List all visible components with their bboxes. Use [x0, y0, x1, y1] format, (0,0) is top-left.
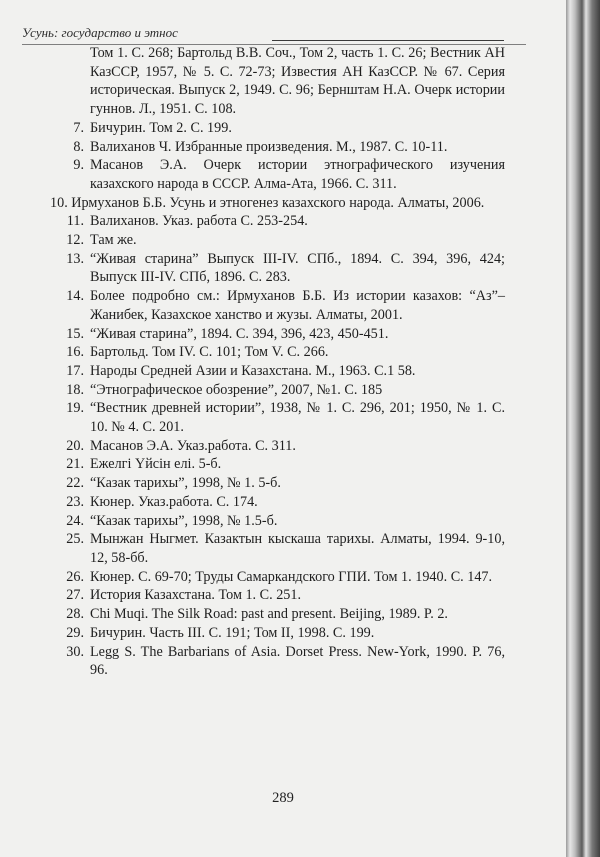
endnote-number: 16. [66, 344, 84, 361]
endnote-item [50, 325, 505, 344]
endnote-number: 22. [66, 475, 84, 492]
endnote-text: Там же. [90, 232, 137, 249]
endnote-number: 24. [66, 512, 84, 529]
endnote-number: 18. [66, 381, 84, 398]
endnote-text: “Вестник древней истории”, 1938, № 1. С. 296, 201; 1950, № 1. С. 10. № 4. С. 201. [90, 400, 505, 436]
endnote-text: Народы Средней Азии и Казахстана. М., 1963. С.1 58. [90, 362, 416, 379]
endnote-item [50, 568, 505, 587]
endnote-text: Кюнер. С. 69-70; Труды Самаркандского ГПИ. Том 1. 1940. С. 147. [90, 568, 493, 585]
running-head: Усунь: государство и этнос [22, 25, 178, 40]
endnote-number: 13. [66, 250, 84, 267]
endnote-number: 25. [66, 531, 84, 548]
endnote-item [50, 343, 505, 362]
book-spine-shadow [566, 0, 600, 857]
endnote-item [50, 212, 505, 231]
header-rule-thick [272, 40, 504, 41]
page-number: 289 [272, 790, 294, 806]
endnote-item [50, 287, 505, 324]
endnote-number: 12. [66, 232, 84, 249]
endnote-text: Бартольд. Том IV. С. 101; Том V. С. 266. [90, 344, 329, 361]
endnote-text: “Живая старина”, 1894. С. 394, 396, 423, 450-451. [90, 325, 389, 342]
endnote-item [50, 156, 505, 193]
endnote-text: Более подробно см.: Ирмуханов Б.Б. Из истории казахов: “Аз”– Жанибек, Казахское ханство и жузы. Алматы, 2001. [90, 288, 505, 323]
endnote-text: Кюнер. Указ.работа. С. 174. [90, 493, 258, 510]
endnote-item [50, 586, 505, 605]
endnote-number: 26. [66, 568, 84, 585]
endnote-number: 20. [66, 437, 84, 454]
endnote-item [50, 362, 505, 381]
endnote-text: Масанов Э.А. Очерк истории этнографического изучения казахского народа в СССР. Алма-Ата, 1966. С. 311. [90, 157, 505, 192]
endnote-text: Legg S. The Barbarians of Asia. Dorset Press. New-York, 1990. P. 76, 96. [90, 643, 505, 679]
endnote-item [50, 250, 505, 287]
endnote-number: 11. [66, 213, 84, 230]
endnote-number: 23. [66, 493, 84, 510]
endnote-number: 21. [66, 456, 84, 473]
endnote-number: 15. [66, 325, 84, 342]
endnote-number: 19. [66, 400, 84, 417]
endnote-number: 9. [73, 157, 84, 174]
endnote-text: Валиханов Ч. Избранные произведения. М., 1987. С. 10-11. [90, 138, 448, 155]
endnote-text: Бичурин. Том 2. С. 199. [90, 119, 232, 136]
endnote-text: Масанов Э.А. Указ.работа. С. 311. [90, 437, 296, 454]
endnotes-list [50, 44, 505, 680]
endnote-item [50, 474, 505, 493]
endnote-text: Мынжан Ныгмет. Казактын кыскаша тарихы. Алматы, 1994. 9-10, 12, 58-бб. [90, 531, 505, 566]
endnote-number: 8. [73, 138, 84, 155]
endnote-number: 10. [50, 194, 68, 211]
endnote-number: 27. [66, 587, 84, 604]
endnote-text: Бичурин. Часть III. С. 191; Том II, 1998. С. 199. [90, 624, 375, 641]
endnote-text: Том 1. С. 268; Бартольд В.В. Соч., Том 2, часть 1. С. 26; Вестник АН КазССР, 1957, № 5. С. 72-73; Известия АН КазССР. № 67. Серия историческая. Выпуск 2, 1949. С. 96; Бернштам Н.А. Очерк истории гуннов. Л., 1951. С. 108. [90, 45, 505, 118]
endnote-item [50, 455, 505, 474]
endnote-item [50, 194, 505, 213]
endnote-number: 29. [66, 624, 84, 641]
endnote-text: “Живая старина” Выпуск III-IV. СПб., 1894. С. 394, 396, 424; Выпуск III-IV. СПб, 1896. С. 283. [90, 250, 505, 286]
endnote-number: 7. [73, 119, 84, 136]
endnote-item [50, 624, 505, 643]
endnote-item [50, 437, 505, 456]
endnote-item [50, 643, 505, 680]
endnote-text: История Казахстана. Том 1. С. 251. [90, 587, 302, 604]
endnote-item [50, 399, 505, 436]
endnote-number: 28. [66, 606, 84, 623]
endnote-item [50, 512, 505, 531]
endnote-item [50, 44, 505, 119]
endnote-text: Ежелгі Үйсін елі. 5-б. [90, 456, 222, 473]
endnote-number: 30. [66, 643, 84, 660]
endnote-number: 14. [66, 288, 84, 305]
endnote-text: Ирмуханов Б.Б. Усунь и этногенез казахского народа. Алматы, 2006. [71, 194, 485, 211]
endnote-item [50, 530, 505, 567]
endnote-item [50, 138, 505, 157]
endnote-item [50, 231, 505, 250]
endnote-text: Валиханов. Указ. работа С. 253-254. [90, 213, 308, 230]
endnote-item [50, 605, 505, 624]
endnote-item [50, 119, 505, 138]
endnote-text: Chi Muqi. The Silk Road: past and present. Beijing, 1989. P. 2. [90, 606, 448, 623]
endnote-text: “Казак тарихы”, 1998, № 1.5-б. [90, 512, 278, 529]
endnote-number: 17. [66, 362, 84, 379]
endnote-text: “Этнографическое обозрение”, 2007, №1. С. 185 [90, 381, 383, 398]
endnote-item [50, 381, 505, 400]
endnote-item [50, 493, 505, 512]
endnote-text: “Казак тарихы”, 1998, № 1. 5-б. [90, 475, 281, 492]
